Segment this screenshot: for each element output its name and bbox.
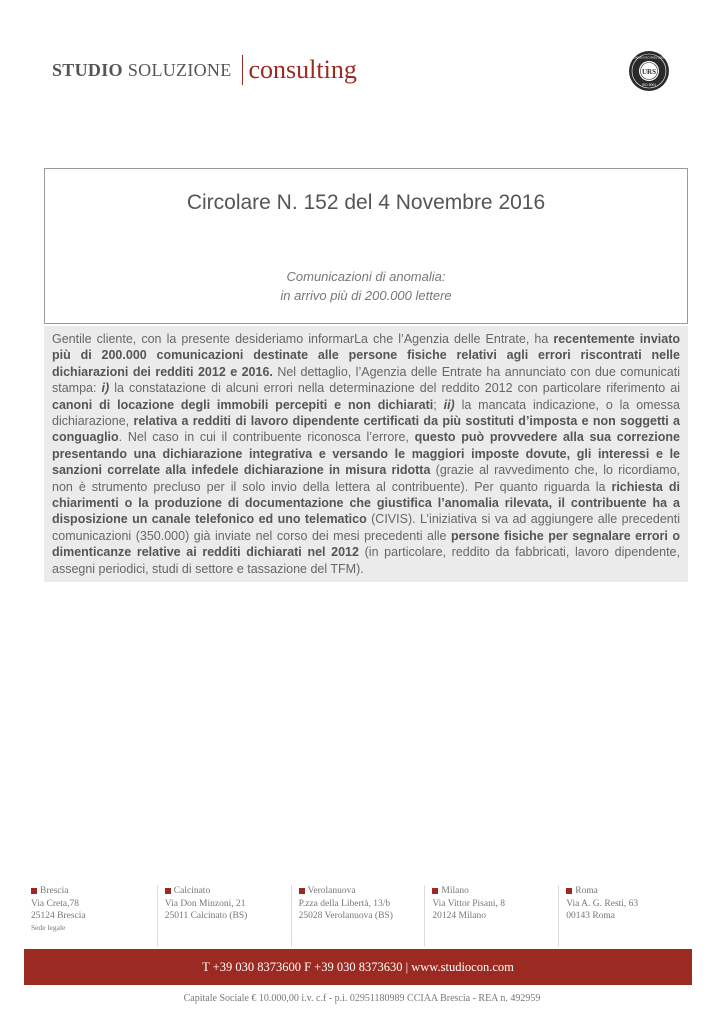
contact-bar (24, 949, 692, 985)
square-bullet-icon (31, 888, 37, 894)
body-text-run: la mancata indicazione, o la omessa dichiarazione, (52, 397, 680, 429)
office-zip: 25028 Verolanuova (BS) (298, 911, 393, 921)
office-street: Via Vittor Pisani, 8 (432, 898, 505, 909)
office-list (24, 885, 692, 947)
body-text-run: Gentile cliente, con la presente desideriamo informarLa che l’Agenzia delle Entrate, ha (52, 332, 554, 346)
body-bold-run: canoni di locazione degli immobili percepiti e non dichiarati (52, 397, 434, 412)
logo-divider (242, 55, 243, 85)
body-emphasis: i) (101, 381, 110, 396)
office-street: P.zza della Libertà, 13/b (298, 898, 391, 909)
office-city (566, 885, 692, 898)
subtitle-line-1: Comunicazioni di anomalia: (286, 269, 446, 284)
office-milano (424, 885, 558, 947)
square-bullet-icon (165, 888, 171, 894)
body-bold-run: recentemente inviato più di 200.000 comunicazioni destinate alle persone fisiche relativi agli errori riscontrati nelle dichiarazioni dei redditi 2012 e 2016. (52, 332, 680, 379)
document-title: Circolare N. 152 del 4 Novembre 2016 (186, 191, 546, 214)
logo-studio-text: STUDIO (52, 59, 123, 80)
contact-text: T +39 030 8373600 F +39 030 8373630 | www.studiocon.com (202, 960, 514, 974)
body-text-run: . Nel caso in cui il contribuente riconosca l’errore, (118, 430, 415, 445)
office-calcinato (157, 885, 291, 947)
body-bold-run: richiesta di chiarimenti o la produzione di documentazione che giustifica l’anomalia rilevata, il contribuente ha a disposizione un canale telefonico ed uno telematico (52, 479, 680, 527)
body-text-run: (grazie al ravvedimento che, lo ricordiamo, non è strumento precluso per il solo invio della lettera al contribuente). Per quanto riguarda la (52, 463, 680, 494)
office-city-name: Roma (575, 886, 598, 896)
subtitle-line-2: in arrivo più di 200.000 lettere (280, 288, 452, 303)
square-bullet-icon (566, 888, 572, 894)
office-city (432, 885, 558, 898)
certification-seal-icon (628, 50, 670, 92)
body-text-run: Nel dettaglio, l’Agenzia delle Entrate ha annunciato con due comunicati stampa: (52, 364, 680, 396)
office-street: Via Don Minzoni, 21 (164, 898, 246, 909)
office-note: Sede legale (31, 922, 66, 932)
logo-consulting-text: consulting (248, 55, 357, 84)
body-paragraph (52, 331, 680, 577)
office-city-name: Milano (441, 886, 469, 896)
office-street: Via Creta,78 (31, 898, 79, 909)
office-city (31, 885, 157, 898)
body-text-run: (CIVIS). L’iniziativa si va ad aggiungere alle precedenti comunicazioni (350.000) già inviate nel corso dei mesi precedenti alle (52, 512, 680, 543)
body-bold-run (102, 381, 110, 395)
legal-info: Capitale Sociale € 10.000,00 i.v. c.f - p.i. 02951180989 CCIAA Brescia - REA n. 492959 (183, 993, 541, 1004)
body-text-run: (in particolare, reddito da fabbricati, lavoro dipendente, assegni periodici, studi di settore e tassazione del TFM). (52, 545, 680, 576)
office-zip: 25124 Brescia (31, 911, 86, 921)
office-city-name: Brescia (40, 886, 69, 896)
logo-soluzione-text: SOLUZIONE (127, 59, 232, 80)
seal-bottom-text: ISO 9001 (641, 83, 657, 87)
office-city (299, 885, 425, 898)
square-bullet-icon (432, 888, 438, 894)
office-brescia (24, 885, 157, 947)
company-logo (52, 54, 357, 86)
document-subtitle (45, 267, 687, 305)
body-bold-run: persone fisiche per segnalare errori o dimenticanze relative ai redditi dichiarati nel 2012 (52, 528, 680, 560)
title-box (44, 168, 688, 324)
office-city-name: Verolanuova (307, 886, 356, 896)
office-street: Via A. G. Resti, 63 (566, 898, 639, 909)
office-city (165, 885, 291, 898)
body-box (44, 326, 688, 582)
body-bold-run: relativa a redditi di lavoro dipendente certificati da più sostituti d’imposta e non soggetti a conguaglio (52, 414, 681, 445)
office-verolanuova (291, 885, 425, 947)
body-emphasis: ii) (443, 397, 455, 412)
body-bold-run: questo può provvedere alla sua correzione presentando una dichiarazione integrativa e versando le maggiori imposte dovute, gli interessi e le sanzioni correlate alla infedele dichiarazione in misura ridotta (52, 430, 680, 478)
seal-top-text: UNI EN ISO 9001:2008 (633, 55, 665, 60)
office-city-name: Calcinato (173, 886, 211, 896)
body-bold-run (444, 398, 455, 412)
office-zip: 20124 Milano (432, 911, 486, 921)
body-text-run: la constatazione di alcuni errori nella determinazione del reddito 2012 con particolare riferimento ai (109, 381, 681, 396)
body-text-run: ; (433, 397, 444, 412)
office-zip: 25011 Calcinato (BS) (164, 911, 248, 921)
office-roma (558, 885, 692, 947)
seal-center-text: URS (641, 68, 657, 76)
square-bullet-icon (299, 888, 305, 894)
office-zip: 00143 Roma (566, 911, 616, 921)
